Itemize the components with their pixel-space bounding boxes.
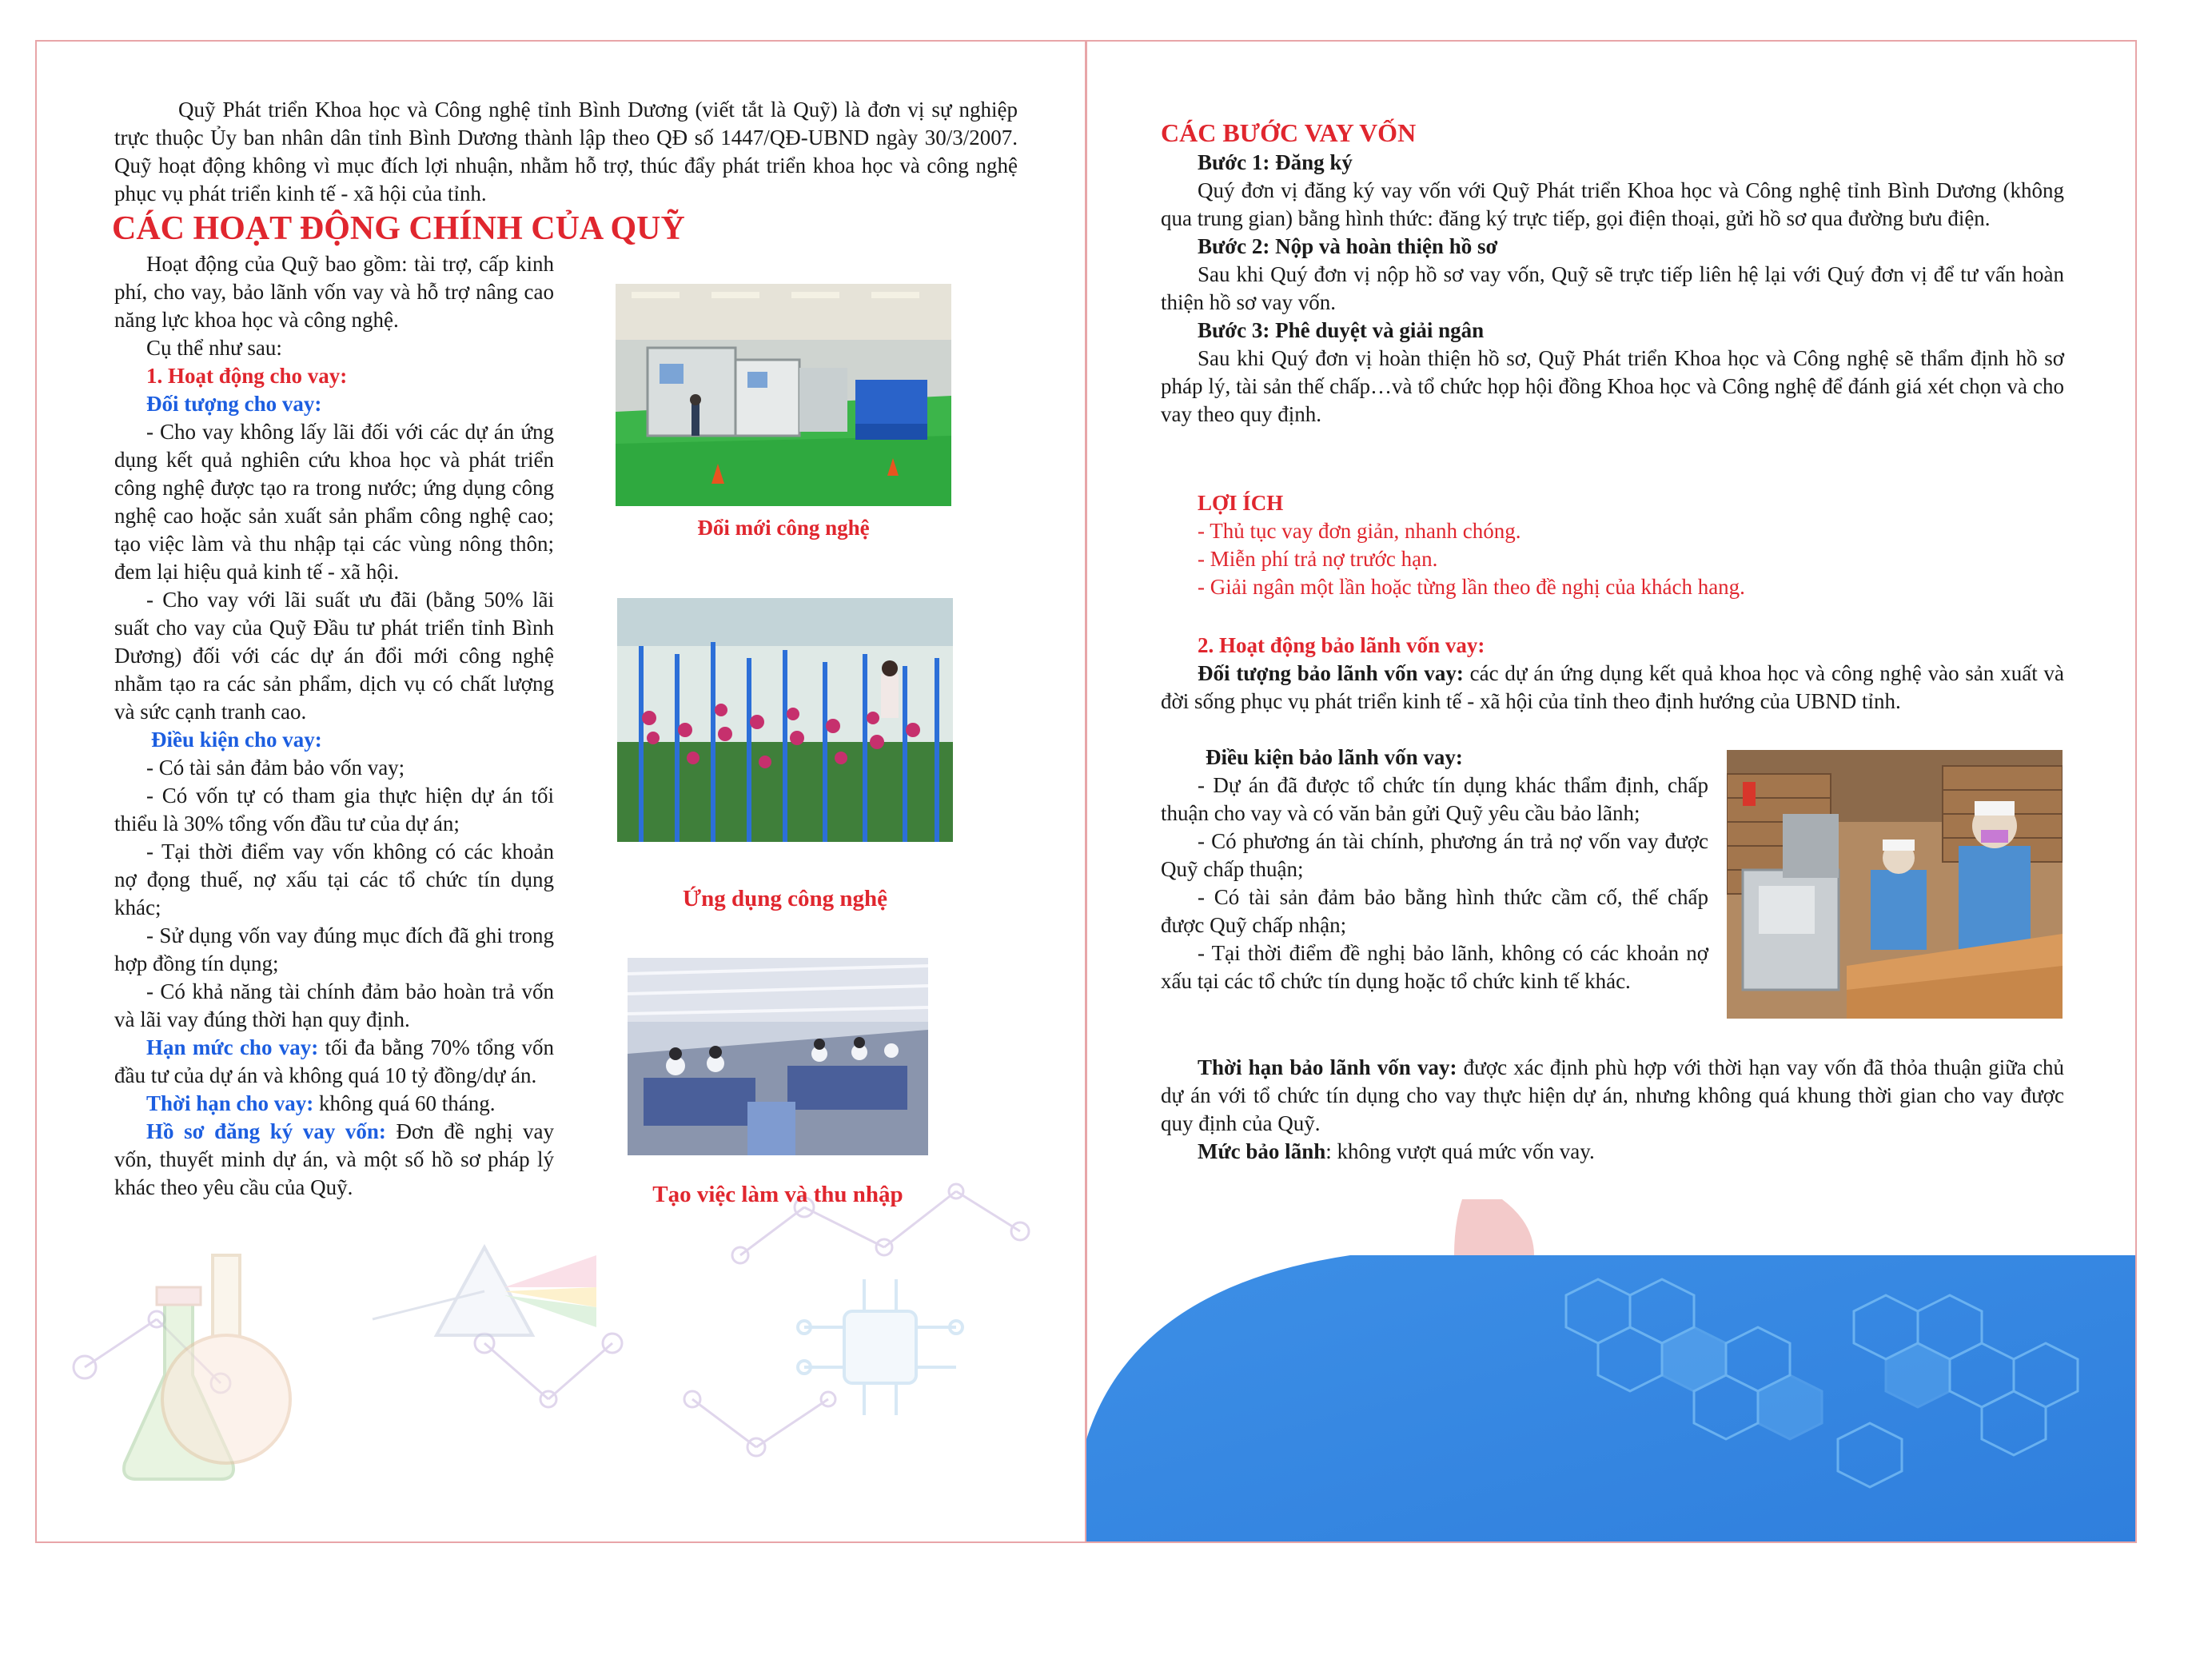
step-3-title: Bước 3: Phê duyệt và giải ngân xyxy=(1198,318,1485,342)
intro-paragraph: Quỹ Phát triển Khoa học và Công nghệ tỉnh Bình Dương (viết tắt là Quỹ) là đơn vị sự nghiệp trực thuộc Ủy ban nhân dân tỉnh Bình Dương thành lập theo QĐ số 1447/QĐ-UBND ngày 30/3/2007. Quỹ hoạt động không vì mục đích lợi nhuận, nhằm hỗ trợ, thúc đẩy phát triển khoa học và công nghệ phục vụ phát triển kinh tế - xã hội của tỉnh. xyxy=(114,98,1018,205)
loan-term-label: Thời hạn cho vay: xyxy=(146,1091,314,1115)
caption-photo-3: Tạo việc làm và thu nhập xyxy=(652,1182,903,1207)
loan-limit-text: tối đa bằng 70% tổng vốn đầu tư của dự án và không quá 10 tỷ đồng/dự án. xyxy=(114,1035,555,1087)
loan-subject-2: - Cho vay với lãi suất ưu đãi (bằng 50% lãi suất cho vay của Quỹ Đầu tư phát triển tỉnh Bình Dương) đối với các dự án đổi mới công nghệ nhằm tạo ra các sản phẩm, dịch vụ có chất lượng và sức cạnh tranh cao. xyxy=(114,588,554,724)
guarantee-conditions xyxy=(1161,744,1708,995)
guarantee-term xyxy=(1161,1054,2064,1138)
blue-panel-right xyxy=(1086,1199,2135,1541)
science-background-left xyxy=(37,1159,1084,1543)
guarantee-level-text: : không vượt quá mức vốn vay. xyxy=(1325,1139,1595,1163)
guarantee-level xyxy=(1161,1138,2064,1166)
loan-condition-item: - Sử dụng vốn vay đúng mục đích đã ghi trong hợp đồng tín dụng; xyxy=(114,923,554,975)
step-1-title: Bước 1: Đăng ký xyxy=(1198,150,1353,174)
steps-section xyxy=(1161,117,2064,429)
guarantee-condition-item: - Tại thời điểm đề nghị bảo lãnh, không có các khoản nợ xấu tại các tổ chức tín dụng hoặc tổ chức kinh tế khác. xyxy=(1161,941,1708,993)
activities-title xyxy=(112,209,911,248)
guarantee-subjects-label: Đối tượng bảo lãnh vốn vay: xyxy=(1198,661,1464,685)
photo-technology-innovation xyxy=(616,284,951,506)
benefit-item: - Giải ngân một lần hoặc từng lần theo đề nghị của khách hang. xyxy=(1198,575,1745,599)
guarantee-subjects-text: các dự án ứng dụng kết quả khoa học và công nghệ vào sản xuất và đời sống phục vụ phát triển kinh tế - xã hội của tỉnh theo định hướng của UBND tỉnh. xyxy=(1161,661,2064,713)
flask-icon-small xyxy=(1454,1199,1534,1255)
guarantee-condition-item: - Dự án đã được tổ chức tín dụng khác thẩm định, chấp thuận cho vay và có văn bản gửi Quỹ yêu cầu bảo lãnh; xyxy=(1161,773,1708,825)
caption-photo-2: Ứng dụng công nghệ xyxy=(683,886,887,911)
step-1-text: Quý đơn vị đăng ký vay vốn với Quỹ Phát triển Khoa học và Công nghệ tỉnh Bình Dương (không qua trung gian) bằng hình thức: đăng ký trực tiếp, gọi điện thoại, gửi hồ sơ qua đường bưu điện. xyxy=(1161,178,2064,230)
guarantee-level-label: Mức bảo lãnh xyxy=(1198,1139,1326,1163)
loan-limit xyxy=(114,1034,554,1090)
benefits-section xyxy=(1198,489,2061,601)
benefit-item: - Thủ tục vay đơn giản, nhanh chóng. xyxy=(1198,519,1521,543)
loan-subjects-heading: Đối tượng cho vay: xyxy=(146,392,322,416)
step-2-text: Sau khi Quý đơn vị nộp hồ sơ vay vốn, Quỹ sẽ trực tiếp liên hệ lại với Quý đơn vị để tư vấn hoàn thiện hồ sơ vay vốn. xyxy=(1161,262,2064,314)
activities-lead: Hoạt động của Quỹ bao gồm: tài trợ, cấp kinh phí, cho vay, bảo lãnh vốn vay và hỗ trợ nâng cao năng lực khoa học và công nghệ. xyxy=(114,252,554,332)
guarantee-condition-item: - Có phương án tài chính, phương án trả nợ vốn vay được Quỹ chấp thuận; xyxy=(1161,829,1708,881)
steps-title: CÁC BƯỚC VAY VỐN xyxy=(1161,118,1417,147)
intro-block xyxy=(114,96,1018,208)
photo-technology-application xyxy=(617,598,953,842)
benefits-title: LỢI ÍCH xyxy=(1198,491,1284,515)
benefit-item: - Miễn phí trả nợ trước hạn. xyxy=(1198,547,1438,571)
photo-wood-workshop xyxy=(1727,750,2063,1019)
guarantee-condition-item: - Có tài sản đảm bảo bằng hình thức cầm cố, thế chấp được Quỹ chấp nhận; xyxy=(1161,885,1708,937)
loan-term xyxy=(114,1090,554,1118)
prism-icon xyxy=(373,1247,596,1335)
loan-condition-item: - Có tài sản đảm bảo vốn vay; xyxy=(146,756,405,780)
guarantee-term-text: được xác định phù hợp với thời hạn vay vốn đã thỏa thuận giữa chủ dự án với tổ chức tín dụng cho vay thực hiện dự án, nhưng không quá khung thời gian cho vay được quy định của Quỹ. xyxy=(1161,1055,2064,1135)
guarantee-term-label: Thời hạn bảo lãnh vốn vay: xyxy=(1198,1055,1457,1079)
left-text-column xyxy=(114,250,554,1202)
guarantee-subjects xyxy=(1161,660,2064,716)
guarantee-heading: 2. Hoạt động bảo lãnh vốn vay: xyxy=(1198,633,1485,657)
loan-limit-label: Hạn mức cho vay: xyxy=(146,1035,319,1059)
loan-docs xyxy=(114,1118,554,1202)
activities-title-text: CÁC HOẠT ĐỘNG CHÍNH CỦA QUỸ xyxy=(112,210,685,247)
loan-docs-label: Hồ sơ đăng ký vay vốn: xyxy=(146,1119,386,1143)
loan-heading: 1. Hoạt động cho vay: xyxy=(146,364,348,388)
loan-term-text: không quá 60 tháng. xyxy=(313,1091,496,1115)
guarantee-section xyxy=(1161,632,2064,716)
loan-docs-text: Đơn đề nghị vay vốn, thuyết minh dự án, và một số hồ sơ pháp lý khác theo yêu cầu của Quỹ. xyxy=(114,1119,555,1199)
loan-condition-item: - Tại thời điểm vay vốn không có các khoản nợ đọng thuế, nợ xấu tại các tổ chức tín dụng khác; xyxy=(114,839,554,919)
loan-condition-item: - Có vốn tự có tham gia thực hiện dự án tối thiểu là 30% tổng vốn đầu tư của dự án; xyxy=(114,784,554,836)
guarantee-conditions-heading: Điều kiện bảo lãnh vốn vay: xyxy=(1206,745,1463,769)
step-2-title: Bước 2: Nộp và hoàn thiện hồ sơ xyxy=(1198,234,1498,258)
caption-photo-1: Đổi mới công nghệ xyxy=(697,516,870,540)
specific-label: Cụ thể như sau: xyxy=(146,336,282,360)
loan-conditions-heading: Điều kiện cho vay: xyxy=(151,728,322,752)
photo-jobs-income xyxy=(628,958,928,1155)
loan-condition-item: - Có khả năng tài chính đảm bảo hoàn trả vốn và lãi vay đúng thời hạn quy định. xyxy=(114,979,554,1031)
step-3-text: Sau khi Quý đơn vị hoàn thiện hồ sơ, Quỹ Phát triển Khoa học và Công nghệ sẽ thẩm định hồ sơ pháp lý, tài sản thế chấp…và tổ chức họp hội đồng Khoa học và Công nghệ để đánh giá xét chọn và cho vay theo quy định. xyxy=(1161,346,2064,426)
loan-subject-1: - Cho vay không lấy lãi đối với các dự án ứng dụng kết quả nghiên cứu khoa học và phát triển công nghệ được tạo ra trong nước; ứng dụng công nghệ cao hoặc sản xuất sản phẩm công nghệ cao; tạo việc làm và thu nhập tại các vùng nông thôn; đem lại hiệu quả kinh tế - xã hội. xyxy=(114,420,554,584)
guarantee-closing xyxy=(1161,1054,2064,1166)
